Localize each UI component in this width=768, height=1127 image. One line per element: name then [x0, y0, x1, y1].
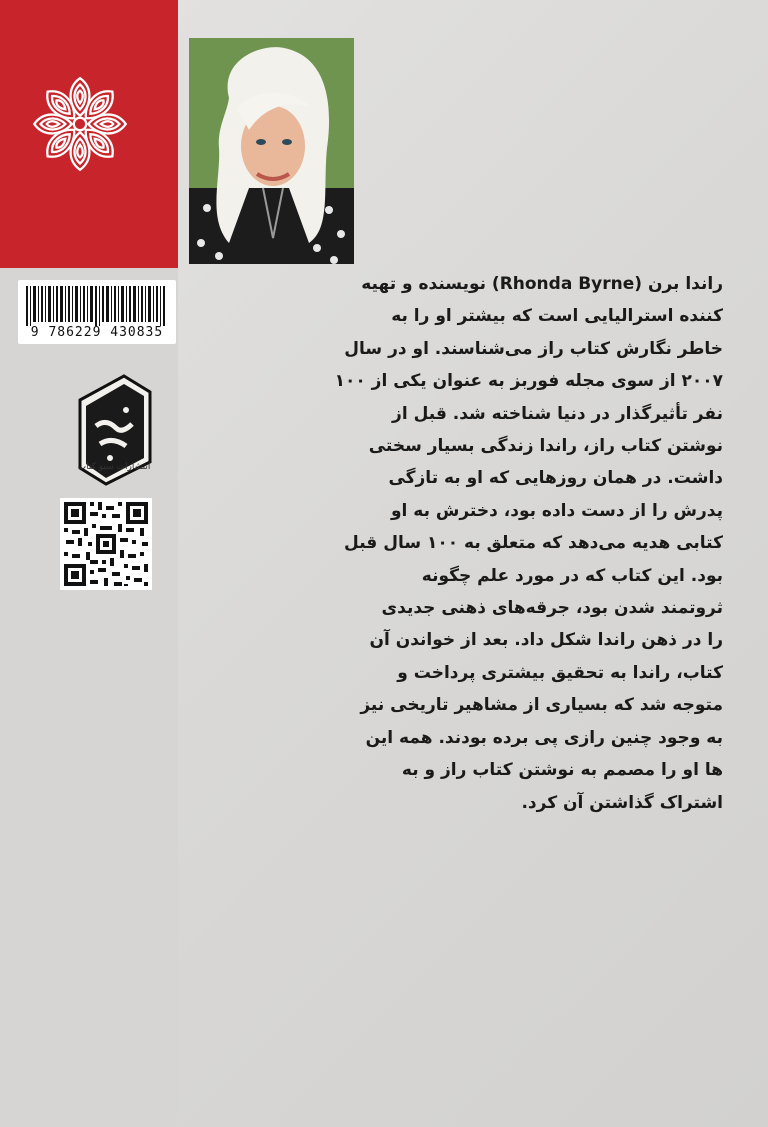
bio-line: نفر تأثیرگذار در دنیا شناخته شد. قبل از	[392, 403, 723, 424]
author-photo	[189, 38, 354, 264]
bio-line: را در ذهن راندا شکل داد. بعد از خواندن آن	[369, 630, 723, 651]
bio-line: اشتراک گذاشتن آن کرد.	[521, 792, 723, 813]
rosette-logo-icon	[28, 72, 132, 176]
bio-line: متوجه شد که بسیاری از مشاهیر تاریخی نیز	[360, 695, 723, 716]
bio-line: راندا برن (Rhonda Byrne) نویسنده و تهیه	[361, 274, 723, 294]
bio-line: بود. این کتاب که در مورد علم چگونه	[421, 565, 723, 586]
barcode	[18, 280, 176, 344]
barcode-icon	[18, 284, 176, 328]
author-bio	[178, 268, 723, 819]
bio-line: ثروتمند شدن بود، جرقه‌های ذهنی جدیدی	[381, 598, 723, 619]
bio-line: کتاب، راندا به تحقیق بیشتری پرداخت و	[397, 662, 723, 683]
bio-line: ۲۰۰۷ از سوی مجله فوربز به عنوان یکی از ۱۰۰	[334, 371, 723, 392]
barcode-digits: 9 786229 430835	[30, 325, 164, 340]
bio-line: خاطر نگارش کتاب راز می‌شناسند. او در سال	[344, 338, 723, 359]
bio-line: ها او را مصمم به نوشتن کتاب راز و به	[401, 760, 723, 781]
bio-line: نوشتن کتاب راز، راندا زندگی بسیار سختی	[368, 436, 723, 457]
bio-line: کتابی هدیه می‌دهد که متعلق به ۱۰۰ سال قبل	[344, 533, 723, 554]
publisher-name: انتشارات سیو کتاب	[77, 462, 151, 472]
qr-code-icon	[60, 498, 152, 590]
bio-line: داشت. در همان روزهایی که او به تازگی	[388, 468, 723, 489]
bio-line: کننده استرالیایی است که بیشتر او را به	[391, 306, 723, 327]
bio-line: به وجود چنین رازی پی برده بودند. همه این	[365, 727, 723, 748]
bio-line: پدرش را از دست داده بود، دخترش به او	[390, 500, 723, 521]
red-band	[0, 0, 178, 268]
